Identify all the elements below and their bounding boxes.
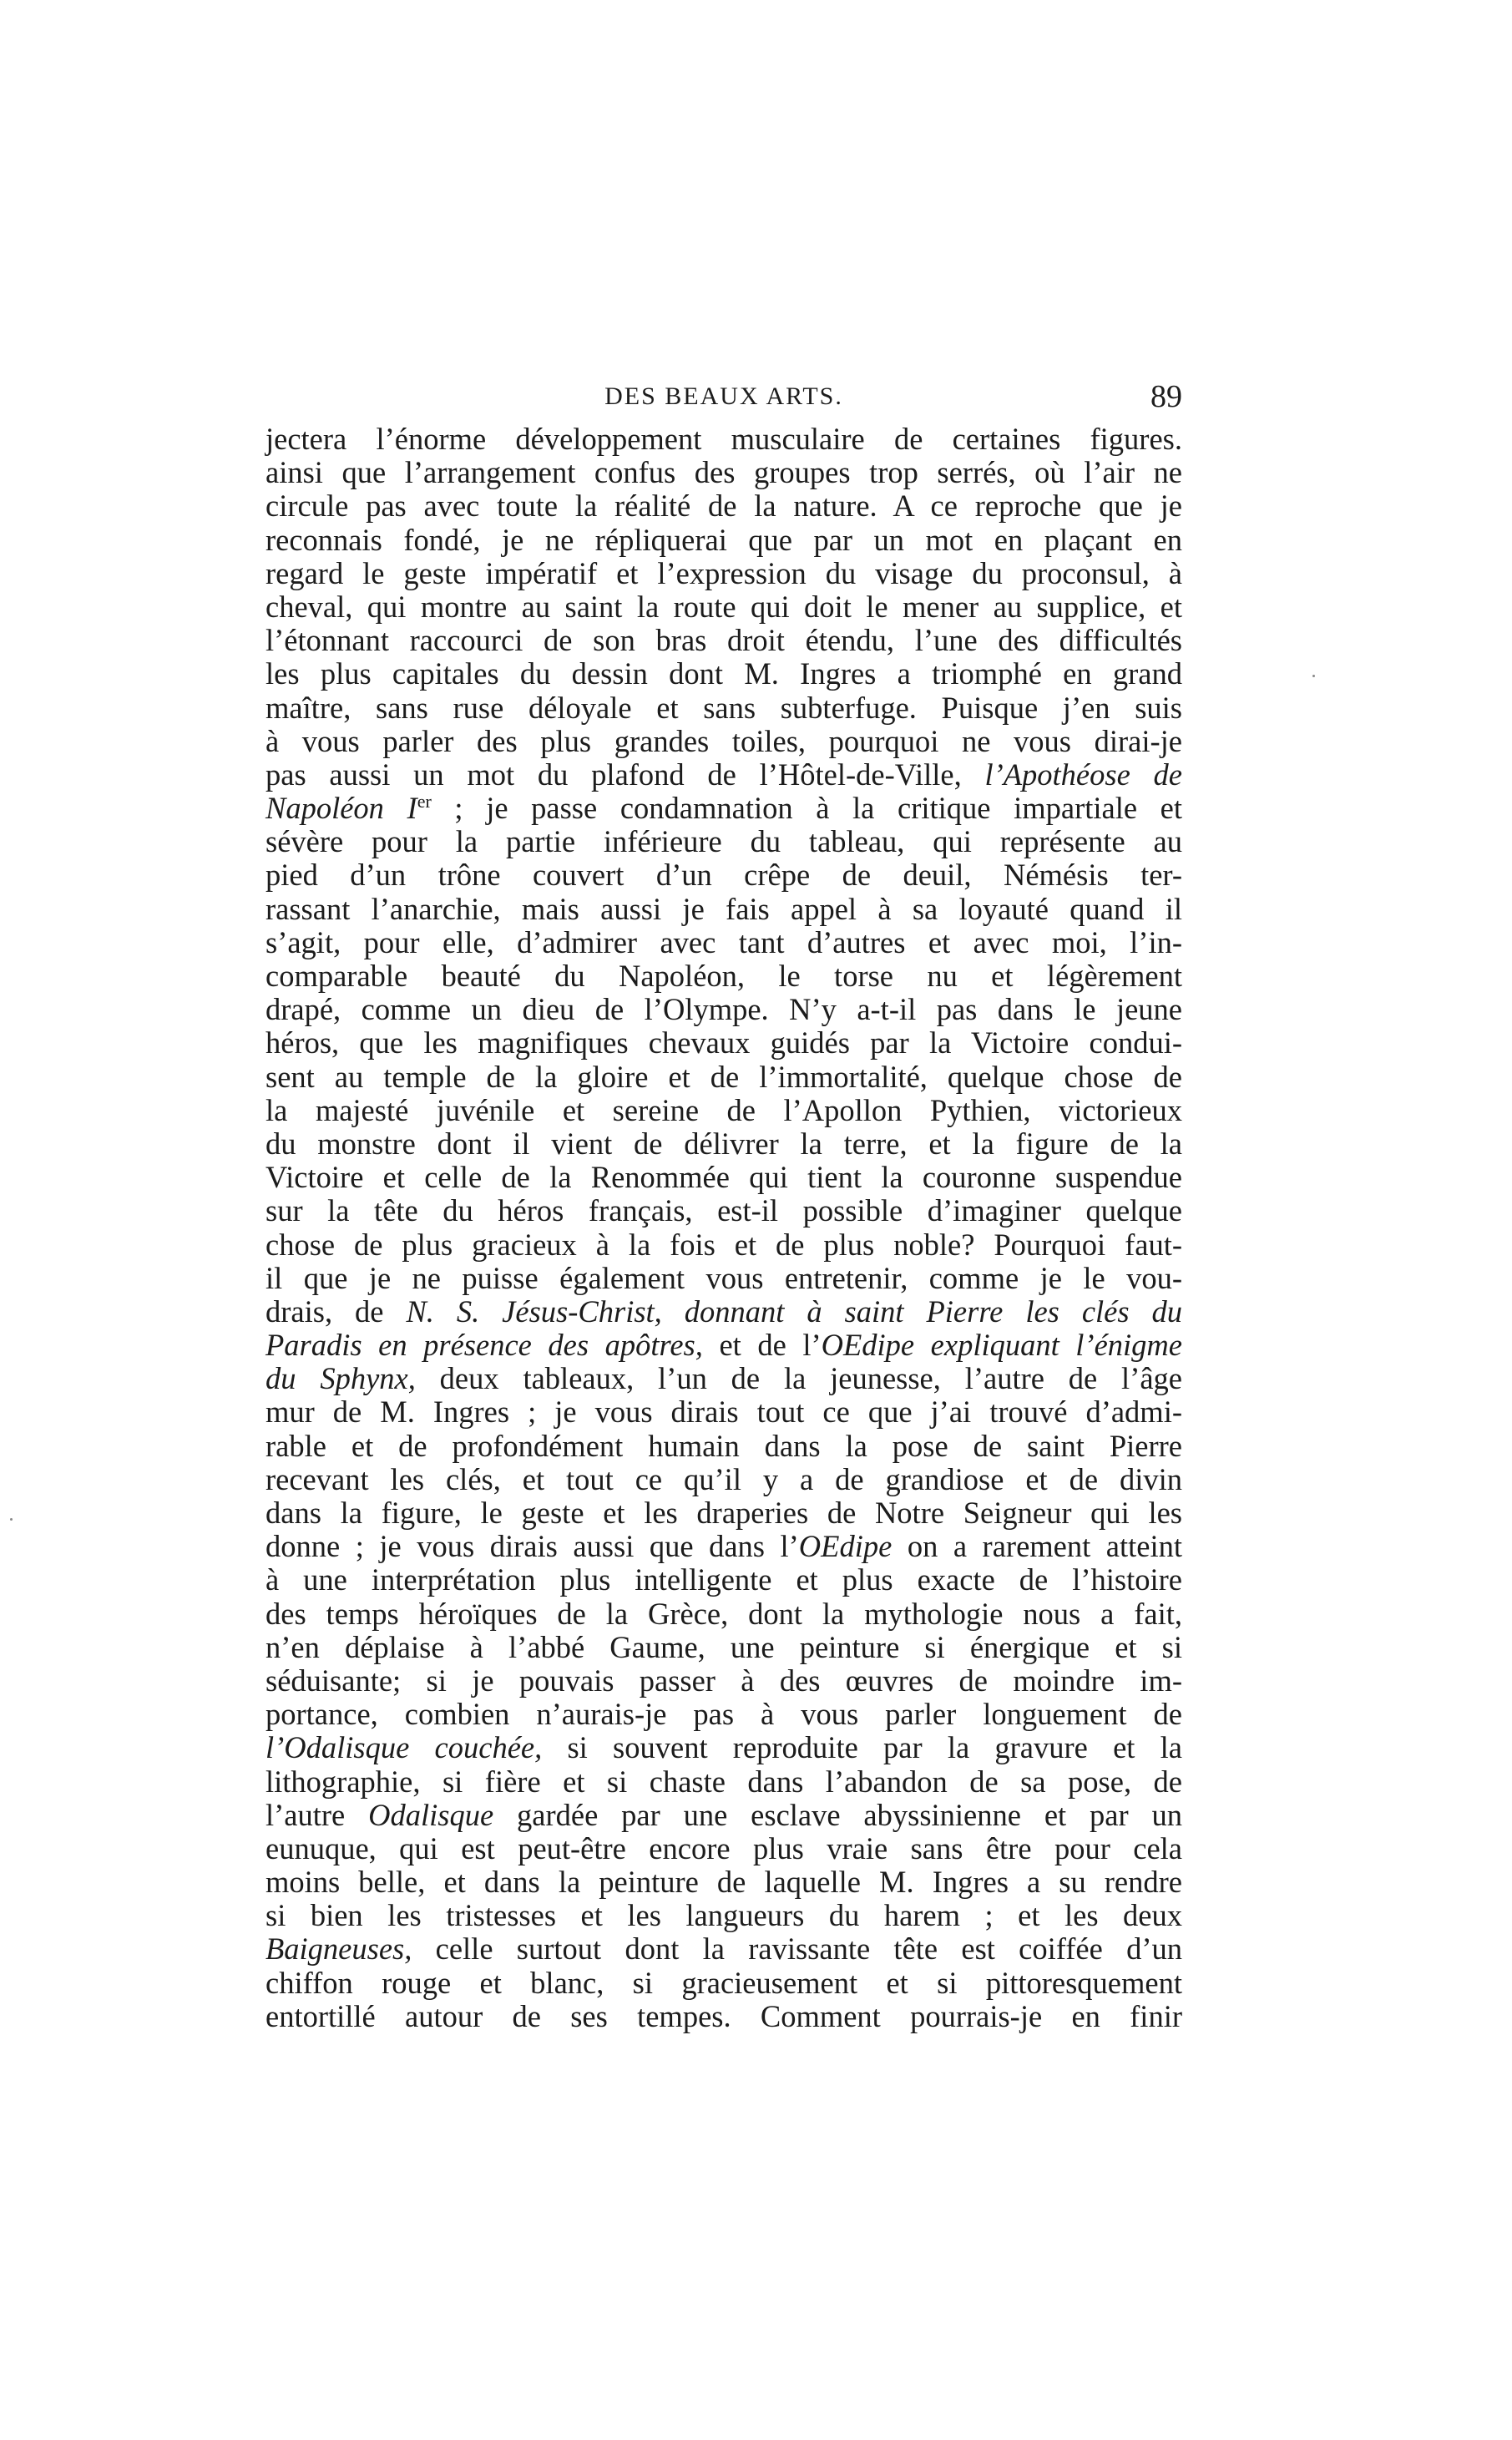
text-fragment: sur la tête du héros français, est-il possible d’imaginer quelque xyxy=(265,1193,1182,1228)
text-line xyxy=(265,1362,1182,1395)
text-line-content xyxy=(265,691,1182,725)
text-line xyxy=(265,959,1182,993)
text-line xyxy=(265,590,1182,624)
text-line-content xyxy=(265,1361,1182,1395)
text-fragment: jectera l’énorme développement musculaire de certaines figures. xyxy=(265,422,1182,456)
text-line xyxy=(265,1765,1182,1799)
text-fragment: regard le geste impératif et l’expression du visage du proconsul, à xyxy=(265,555,1182,590)
text-line xyxy=(265,1228,1182,1262)
text-fragment: pied d’un trône couvert d’un crêpe de deuil, Némésis ter- xyxy=(265,858,1182,893)
text-line-content xyxy=(265,1798,1182,1832)
text-line-content xyxy=(265,1429,1182,1463)
superscript-fragment: er xyxy=(417,790,432,812)
text-fragment: sévère pour la partie inférieure du tableau, qui représente au xyxy=(265,824,1182,859)
text-line-content xyxy=(265,1865,1182,1899)
text-line-content xyxy=(265,1496,1182,1530)
text-fragment: pas aussi un mot du plafond de l’Hôtel-de-Ville, xyxy=(265,757,985,792)
text-line xyxy=(265,1262,1182,1295)
text-line-content xyxy=(265,623,1182,657)
text-line xyxy=(265,1698,1182,1731)
text-line-content xyxy=(265,858,1182,892)
margin-speck xyxy=(1312,675,1315,677)
text-line-content xyxy=(265,1060,1182,1094)
text-line-content xyxy=(265,1697,1182,1731)
text-line-content xyxy=(265,1562,1182,1597)
text-line xyxy=(265,1799,1182,1832)
text-fragment: dans la figure, le geste et les draperies de Notre Seigneur qui les xyxy=(265,1496,1182,1530)
text-fragment: il que je ne puisse également vous entretenir, comme je le vou- xyxy=(265,1260,1182,1295)
text-line xyxy=(265,1731,1182,1764)
text-line-content xyxy=(265,791,1182,825)
text-fragment: recevant les clés, et tout ce qu’il y a de grandiose et de divin xyxy=(265,1461,1182,1496)
text-fragment: maître, sans ruse déloyale et sans subterfuge. Puisque j’en suis xyxy=(265,690,1182,725)
running-title: DES BEAUX ARTS. xyxy=(604,382,843,410)
text-fragment: comparable beauté du Napoléon, le torse nu et légèrement xyxy=(265,959,1182,993)
text-fragment: à vous parler des plus grandes toiles, pourquoi ne vous dirai-je xyxy=(265,723,1182,758)
text-line xyxy=(265,1127,1182,1161)
text-fragment: rassant l’anarchie, mais aussi je fais appel à sa loyauté quand il xyxy=(265,891,1182,926)
text-fragment: lithographie, si fière et si chaste dans l’abandon de sa pose, de xyxy=(265,1764,1182,1799)
text-line xyxy=(265,691,1182,725)
italic-fragment: Napoléon I xyxy=(265,791,417,826)
text-line-content xyxy=(265,523,1182,557)
text-fragment: circule pas avec toute la réalité de la nature. A ce reproche que je xyxy=(265,489,1182,524)
text-fragment: portance, combien n’aurais-je pas à vous parler longuement de xyxy=(265,1697,1182,1732)
text-line-content xyxy=(265,1597,1182,1631)
text-fragment: l’étonnant raccourci de son bras droit étendu, l’une des difficultés xyxy=(265,623,1182,658)
italic-fragment: OEdipe xyxy=(798,1529,893,1564)
text-fragment: séduisante; si je pouvais passer à des œuvres de moindre im- xyxy=(265,1663,1182,1698)
text-fragment: sent au temple de la gloire et de l’immortalité, quelque chose de xyxy=(265,1059,1182,1094)
text-line-content xyxy=(265,556,1182,590)
text-line-content xyxy=(265,824,1182,858)
text-line xyxy=(265,1899,1182,1932)
text-fragment: ; je passe condamnation à la critique impartiale et xyxy=(431,791,1183,826)
text-line xyxy=(265,1026,1182,1060)
text-line xyxy=(265,524,1182,557)
text-line-content xyxy=(265,1663,1182,1698)
text-line xyxy=(265,1967,1182,2000)
text-line xyxy=(265,825,1182,858)
text-fragment: l’autre xyxy=(265,1797,369,1832)
text-line xyxy=(265,1061,1182,1094)
text-line-content xyxy=(265,1831,1182,1865)
italic-fragment: Baigneuses, xyxy=(265,1931,412,1967)
italic-fragment: Odalisque xyxy=(368,1797,494,1832)
text-fragment: reconnais fondé, je ne répliquerai que par un mot en plaçant en xyxy=(265,522,1182,557)
italic-fragment: OEdipe expliquant l’énigme xyxy=(821,1328,1182,1363)
text-line-content xyxy=(265,1999,1182,2033)
text-fragment: ainsi que l’arrangement confus des groupes trop serrés, où l’air ne xyxy=(265,455,1182,490)
text-fragment: donne ; je vous dirais aussi que dans l’ xyxy=(265,1529,799,1564)
text-line xyxy=(265,1463,1182,1496)
text-fragment: celle surtout dont la ravissante tête est coiffée d’un xyxy=(412,1931,1182,1967)
text-fragment: du monstre dont il vient de délivrer la terre, et la figure de la xyxy=(265,1126,1182,1161)
text-fragment: deux tableaux, l’un de la jeunesse, l’autre de l’âge xyxy=(415,1361,1182,1396)
text-line xyxy=(265,725,1182,758)
text-line-content xyxy=(265,1630,1182,1664)
text-fragment: la majesté juvénile et sereine de l’Apollon Pythien, victorieux xyxy=(265,1092,1182,1127)
text-line xyxy=(265,1094,1182,1127)
text-line-content xyxy=(265,1294,1182,1329)
text-fragment: Victoire et celle de la Renommée qui tient la couronne suspendue xyxy=(265,1160,1182,1195)
italic-fragment: Paradis en présence des apôtres, xyxy=(265,1328,703,1363)
text-line xyxy=(265,926,1182,959)
text-line-content xyxy=(265,1126,1182,1161)
text-line xyxy=(265,758,1182,792)
text-line xyxy=(265,1161,1182,1194)
text-fragment: gardée par une esclave abyssinienne et par un xyxy=(493,1797,1182,1832)
text-fragment: héros, que les magnifiques chevaux guidés par la Victoire condui- xyxy=(265,1025,1182,1061)
text-line-content xyxy=(265,1160,1182,1194)
text-line xyxy=(265,1530,1182,1563)
text-fragment: et de l’ xyxy=(702,1328,822,1363)
text-line-content xyxy=(265,1093,1182,1127)
text-line xyxy=(265,557,1182,590)
page-number: 89 xyxy=(1150,379,1182,414)
text-line-content xyxy=(265,1193,1182,1228)
text-line xyxy=(265,893,1182,926)
text-line-content xyxy=(265,992,1182,1026)
text-line xyxy=(265,858,1182,892)
text-line-content xyxy=(265,1898,1182,1932)
text-line xyxy=(265,1664,1182,1698)
text-line xyxy=(265,1194,1182,1228)
text-line-content xyxy=(265,959,1182,993)
text-fragment: cheval, qui montre au saint la route qui doit le mener au supplice, et xyxy=(265,589,1182,624)
text-line xyxy=(265,1832,1182,1865)
running-head xyxy=(265,376,1182,418)
text-line-content xyxy=(265,1764,1182,1799)
text-line-content xyxy=(265,1462,1182,1496)
text-fragment: mur de M. Ingres ; je vous dirais tout ce que j’ai trouvé d’admi- xyxy=(265,1395,1182,1430)
text-line xyxy=(265,993,1182,1026)
italic-fragment: l’Apothéose de xyxy=(984,757,1182,792)
text-fragment: les plus capitales du dessin dont M. Ingres a triomphé en grand xyxy=(265,656,1182,691)
text-fragment: si souvent reproduite par la gravure et la xyxy=(542,1730,1182,1765)
text-fragment: chose de plus gracieux à la fois et de plus noble? Pourquoi faut- xyxy=(265,1227,1182,1262)
text-line xyxy=(265,1631,1182,1664)
text-line xyxy=(265,489,1182,523)
text-line xyxy=(265,624,1182,657)
text-line-content xyxy=(265,1529,1182,1563)
text-line-content xyxy=(265,1228,1182,1262)
text-fragment: drapé, comme un dieu de l’Olympe. N’y a-t-il pas dans le jeune xyxy=(265,992,1182,1027)
text-fragment: des temps héroïques de la Grèce, dont la mythologie nous a fait, xyxy=(265,1596,1182,1631)
text-line xyxy=(265,1430,1182,1463)
text-line xyxy=(265,1395,1182,1429)
text-line-content xyxy=(265,1025,1182,1060)
text-line xyxy=(265,1865,1182,1899)
body-text xyxy=(265,423,1182,2033)
text-line xyxy=(265,1329,1182,1362)
text-line-content xyxy=(265,1730,1182,1764)
text-fragment: drais, de xyxy=(265,1293,407,1329)
text-line-content xyxy=(265,892,1182,926)
text-fragment: s’agit, pour elle, d’admirer avec tant d’autres et avec moi, l’in- xyxy=(265,924,1182,959)
margin-speck xyxy=(10,1518,13,1521)
text-line-content xyxy=(265,1966,1182,2000)
text-line xyxy=(265,1496,1182,1530)
text-line-content xyxy=(265,757,1182,792)
text-line-content xyxy=(265,422,1182,456)
text-line-content xyxy=(265,489,1182,523)
text-fragment: moins belle, et dans la peinture de laquelle M. Ingres a su rendre xyxy=(265,1865,1182,1900)
text-line xyxy=(265,1295,1182,1329)
text-line xyxy=(265,657,1182,691)
text-line-content xyxy=(265,1395,1182,1429)
text-fragment: à une interprétation plus intelligente et plus exacte de l’histoire xyxy=(265,1562,1182,1597)
text-line-content xyxy=(265,925,1182,959)
text-line xyxy=(265,1597,1182,1631)
italic-fragment: N. S. Jésus-Christ, donnant à saint Pierre les clés du xyxy=(406,1293,1183,1329)
text-line xyxy=(265,792,1182,825)
text-line-content xyxy=(265,724,1182,758)
text-line-content xyxy=(265,1931,1182,1966)
text-line-content xyxy=(265,455,1182,489)
text-line xyxy=(265,456,1182,489)
italic-fragment: du Sphynx, xyxy=(265,1361,416,1396)
text-fragment: eunuque, qui est peut-être encore plus vraie sans être pour cela xyxy=(265,1830,1182,1865)
text-fragment: n’en déplaise à l’abbé Gaume, une peinture si énergique et si xyxy=(265,1629,1182,1664)
text-fragment: chiffon rouge et blanc, si gracieusement et si pittoresquement xyxy=(265,1965,1182,2000)
italic-fragment: l’Odalisque couchée, xyxy=(265,1730,543,1765)
text-line xyxy=(265,2000,1182,2033)
text-line xyxy=(265,1932,1182,1966)
text-fragment: entortillé autour de ses tempes. Comment pourrais-je en finir xyxy=(265,1998,1182,2033)
text-fragment: rable et de profondément humain dans la pose de saint Pierre xyxy=(265,1428,1182,1463)
text-line xyxy=(265,1563,1182,1597)
text-line-content xyxy=(265,1261,1182,1295)
text-fragment: on a rarement atteint xyxy=(892,1529,1182,1564)
text-fragment: si bien les tristesses et les langueurs du harem ; et les deux xyxy=(265,1898,1182,1933)
text-line-content xyxy=(265,590,1182,624)
text-line-content xyxy=(265,1328,1182,1362)
text-line-content xyxy=(265,656,1182,691)
text-line xyxy=(265,423,1182,456)
